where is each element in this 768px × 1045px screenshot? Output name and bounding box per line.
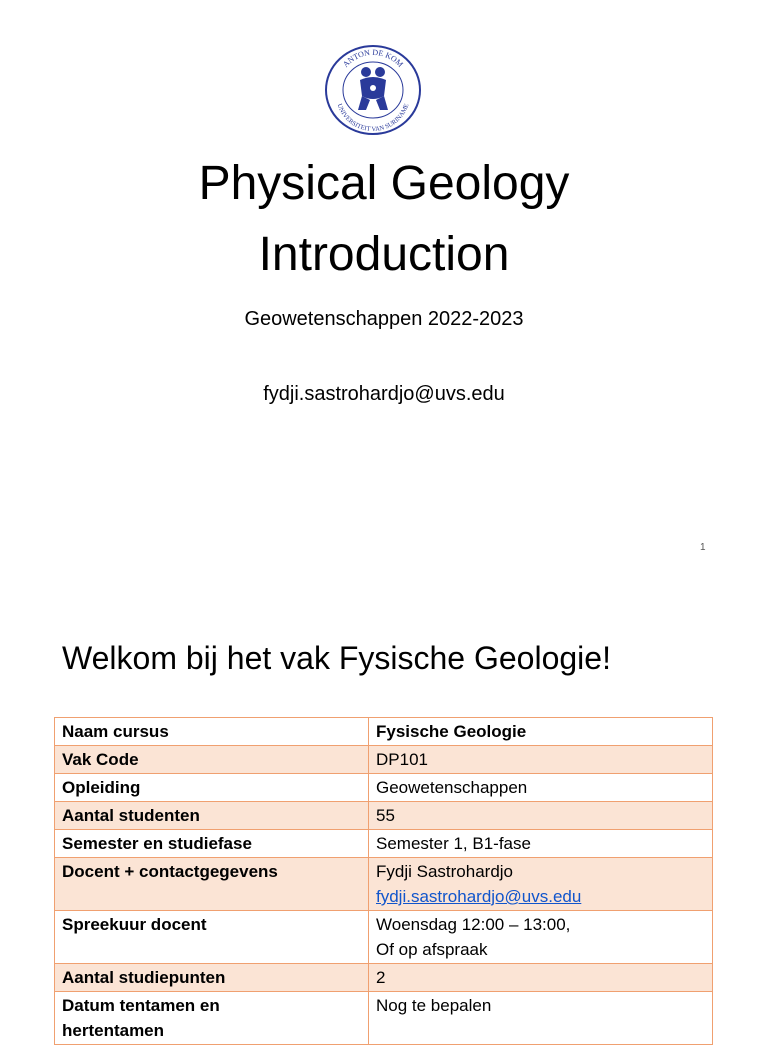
title-line-1: Physical Geology (198, 157, 570, 210)
table-row (55, 858, 713, 911)
docent-email-link[interactable]: fydji.sastrohardjo@uvs.edu (376, 887, 582, 906)
seal-text-bottom: UNIVERSITEIT VAN SURINAME (335, 102, 411, 134)
table-row (55, 964, 713, 992)
table-row (55, 911, 713, 964)
university-seal-logo (324, 44, 422, 136)
row-key: Aantal studiepunten (55, 964, 369, 992)
course-info-slide (0, 590, 768, 1040)
row-value: Semester 1, B1-fase (369, 830, 713, 858)
row-key: Docent + contactgegevens (55, 858, 369, 911)
row-key: Semester en studiefase (55, 830, 369, 858)
row-value: 55 (369, 802, 713, 830)
row-key: Opleiding (55, 774, 369, 802)
row-key: Naam cursus (55, 718, 369, 746)
row-key: Spreekuur docent (55, 911, 369, 964)
table-row (55, 774, 713, 802)
row-value: DP101 (369, 746, 713, 774)
course-info-table (54, 717, 713, 1045)
row-key (55, 992, 369, 1045)
office-hours-alt: Of op afspraak (376, 940, 488, 959)
row-value: 2 (369, 964, 713, 992)
table-row (55, 802, 713, 830)
subtitle: Geowetenschappen 2022-2023 (244, 308, 524, 330)
exam-key-line1: Datum tentamen en (62, 996, 220, 1015)
contact-email: fydji.sastrohardjo@uvs.edu (263, 383, 505, 405)
row-value (369, 911, 713, 964)
seal-text-top: ANTON DE KOM (341, 47, 405, 69)
row-value: Geowetenschappen (369, 774, 713, 802)
exam-key-line2: hertentamen (62, 1021, 165, 1040)
row-value: Fysische Geologie (369, 718, 713, 746)
row-value: Nog te bepalen (369, 992, 713, 1045)
table-row (55, 746, 713, 774)
slide-heading: Welkom bij het vak Fysische Geologie! (62, 640, 611, 676)
page-number: 1 (700, 542, 706, 553)
title-line-2: Introduction (258, 228, 510, 281)
table-row (55, 830, 713, 858)
table-row (55, 718, 713, 746)
office-hours: Woensdag 12:00 – 13:00, (376, 915, 571, 934)
slide-separator (0, 576, 768, 590)
row-value (369, 858, 713, 911)
table-row (55, 992, 713, 1045)
docent-name: Fydji Sastrohardjo (376, 862, 514, 881)
row-key: Aantal studenten (55, 802, 369, 830)
row-key: Vak Code (55, 746, 369, 774)
